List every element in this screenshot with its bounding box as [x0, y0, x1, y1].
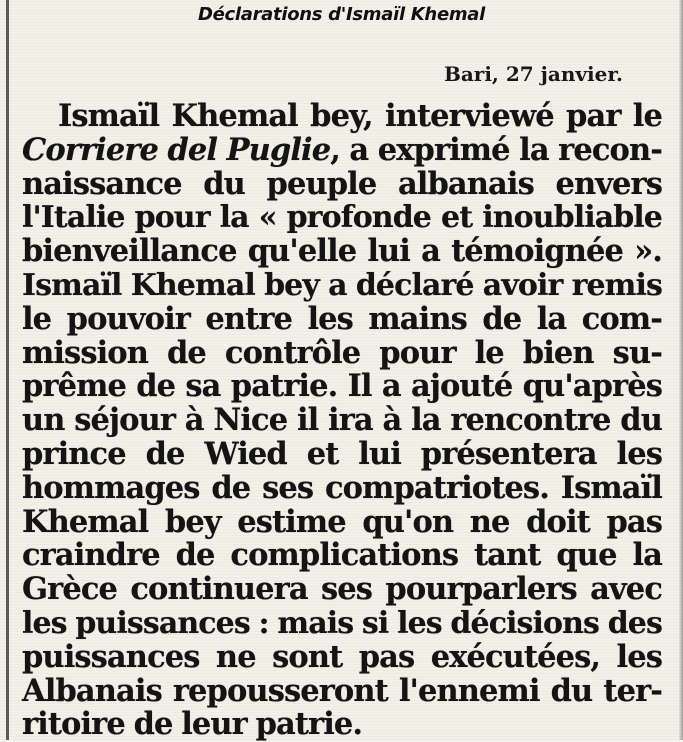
page-edge-shadow	[679, 0, 683, 740]
article-line	[22, 607, 662, 641]
line-text: prince de Wied et lui présentera les	[22, 435, 662, 472]
line-text: mission de contrôle pour le bien su-	[22, 334, 662, 371]
line-text: Ismaïl Khemal bey a déclaré avoir remis	[22, 267, 662, 303]
newspaper-name: Corriere del Puglie	[22, 131, 331, 168]
article-line	[22, 334, 662, 371]
line-text: bienveillance qu'elle lui a témoignée ».	[22, 233, 662, 270]
article-line	[22, 503, 662, 540]
dateline: Bari, 27 janvier.	[443, 62, 623, 86]
article-line	[22, 165, 662, 202]
article-line	[22, 131, 662, 168]
headline: Déclarations d'Ismaïl Khemal	[197, 4, 486, 25]
line-text: craindre de complications tant que la	[22, 537, 662, 574]
article-line	[22, 404, 662, 438]
article-line	[22, 100, 662, 134]
line-text: ritoire de leur patrie.	[22, 706, 363, 742]
article-body	[22, 100, 662, 742]
article-line	[22, 708, 662, 742]
article-line	[22, 269, 662, 303]
line-text: puissances ne sont pas exécutées, les	[22, 638, 662, 675]
line-text: les puissances : mais si les décisions des	[22, 605, 662, 641]
article-line	[22, 539, 662, 573]
article-line	[22, 435, 662, 472]
line-text: Ismaïl Khemal bey, interviewé par le	[58, 98, 662, 134]
line-text: l'Italie pour la « profonde et inoubliable	[22, 200, 662, 236]
line-text: Grèce continuera ses pourparlers avec	[22, 571, 662, 608]
article-line	[22, 672, 662, 709]
line-text: Khemal bey estime qu'on ne doit pas	[22, 503, 662, 540]
line-text: le pouvoir entre les mains de la com-	[22, 300, 662, 337]
column-rule	[6, 0, 9, 740]
line-text: Albanais repousseront l'ennemi du ter-	[22, 672, 662, 709]
line-text: , a exprimé la recon-	[330, 131, 662, 168]
article-line	[22, 201, 662, 235]
line-text: naissance du peuple albanais envers	[22, 165, 662, 202]
article-line	[22, 638, 662, 675]
line-text: hommages de ses compatriotes. Ismaïl	[22, 469, 662, 506]
article-line	[22, 235, 662, 269]
article-line	[22, 469, 662, 506]
article-line	[22, 370, 662, 404]
article-line	[22, 573, 662, 607]
article-line	[22, 300, 662, 337]
line-text: un séjour à Nice il ira à la rencontre du	[22, 402, 662, 439]
line-text: prême de sa patrie. Il a ajouté qu'après	[22, 368, 662, 405]
